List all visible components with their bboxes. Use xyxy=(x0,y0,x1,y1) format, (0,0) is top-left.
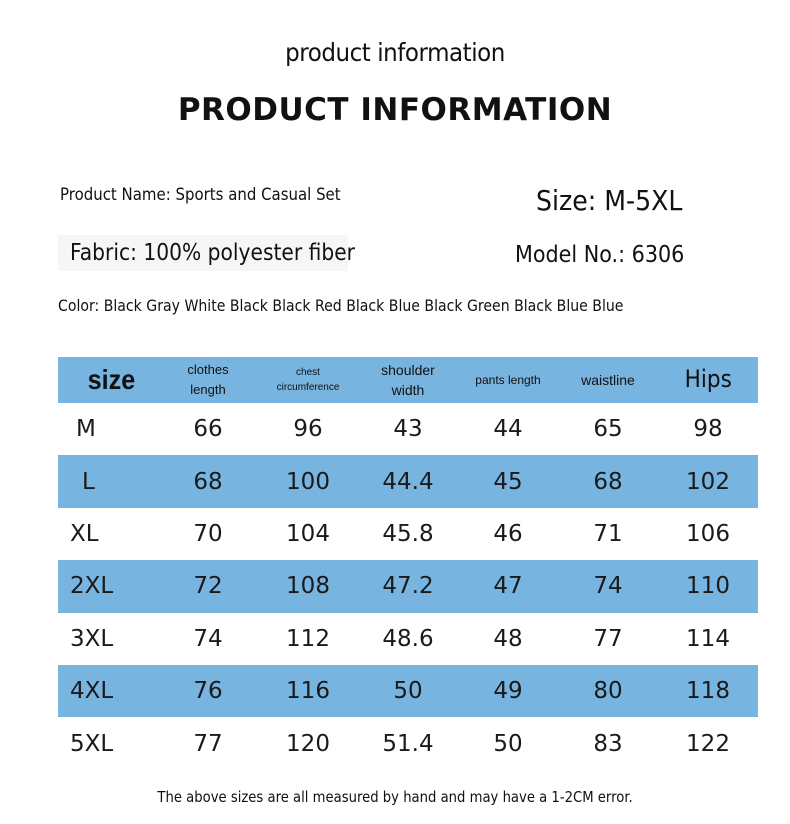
measurement-cell: 47.2 xyxy=(358,560,458,612)
measurement-cell: 70 xyxy=(193,520,223,547)
size-cell: L xyxy=(58,455,158,507)
measurement-cell: 104 xyxy=(286,520,330,547)
product-name: Product Name: Sports and Casual Set xyxy=(60,185,341,205)
page-title: PRODUCT INFORMATION xyxy=(177,92,613,128)
measurement-cell: 50 xyxy=(493,730,523,757)
measurement-cell: 116 xyxy=(258,665,358,717)
header-shoulder-width: shoulder width xyxy=(381,362,435,398)
header-clothes-length: clothes length xyxy=(187,362,229,397)
size-cell: XL xyxy=(70,520,99,547)
measurement-cell: 112 xyxy=(286,625,330,652)
size-chart-table xyxy=(58,357,758,770)
size-cell: M xyxy=(76,416,96,443)
measurement-cell: 118 xyxy=(658,665,758,717)
measurement-cell: 49 xyxy=(458,665,558,717)
header-pants-length: pants length xyxy=(475,373,541,387)
header-waistline: waistline xyxy=(581,372,635,388)
measurement-note: The above sizes are all measured by hand and may have a 1-2CM error. xyxy=(157,788,633,806)
measurement-cell: 122 xyxy=(686,730,730,757)
size-rows xyxy=(58,403,758,770)
measurement-cell: 50 xyxy=(358,665,458,717)
measurement-cell: 47 xyxy=(458,560,558,612)
measurement-cell: 65 xyxy=(593,416,623,443)
measurement-cell: 51.4 xyxy=(382,730,434,757)
measurement-cell: 98 xyxy=(693,416,723,443)
table-row xyxy=(58,665,758,717)
measurement-cell: 106 xyxy=(686,520,730,547)
measurement-cell: 74 xyxy=(558,560,658,612)
measurement-cell: 68 xyxy=(558,455,658,507)
measurement-cell: 71 xyxy=(593,520,623,547)
measurement-cell: 66 xyxy=(193,416,223,443)
header-size: size xyxy=(87,364,135,395)
table-header-row xyxy=(58,357,758,403)
measurement-cell: 46 xyxy=(493,520,523,547)
measurement-cell: 96 xyxy=(293,416,323,443)
header-chest-circumference: chest circumference xyxy=(276,367,340,393)
size-range: Size: M-5XL xyxy=(536,184,683,217)
measurement-cell: 68 xyxy=(158,455,258,507)
table-row xyxy=(58,613,758,665)
measurement-cell: 76 xyxy=(158,665,258,717)
measurement-cell: 100 xyxy=(258,455,358,507)
measurement-cell: 108 xyxy=(258,560,358,612)
measurement-cell: 110 xyxy=(658,560,758,612)
measurement-cell: 45 xyxy=(458,455,558,507)
measurement-cell: 77 xyxy=(593,625,623,652)
table-row xyxy=(58,717,758,769)
model-number: Model No.: 6306 xyxy=(515,242,685,268)
color-list: Color: Black Gray White Black Black Red Black Blue Black Green Black Blue Blue xyxy=(58,296,624,315)
measurement-cell: 114 xyxy=(686,625,730,652)
measurement-cell: 43 xyxy=(393,416,423,443)
size-cell: 2XL xyxy=(58,560,158,612)
measurement-cell: 48.6 xyxy=(382,625,434,652)
measurement-cell: 83 xyxy=(593,730,623,757)
measurement-cell: 77 xyxy=(193,730,223,757)
size-cell: 4XL xyxy=(58,665,158,717)
measurement-cell: 72 xyxy=(158,560,258,612)
measurement-cell: 102 xyxy=(658,455,758,507)
table-row xyxy=(58,508,758,560)
table-row xyxy=(58,455,758,507)
measurement-cell: 120 xyxy=(286,730,330,757)
measurement-cell: 80 xyxy=(558,665,658,717)
measurement-cell: 74 xyxy=(193,625,223,652)
size-cell: 3XL xyxy=(70,625,114,652)
measurement-cell: 48 xyxy=(493,625,523,652)
header-hips: Hips xyxy=(684,364,732,393)
table-row xyxy=(58,403,758,455)
table-row xyxy=(58,560,758,612)
measurement-cell: 44 xyxy=(493,416,523,443)
page-subtitle: product information xyxy=(285,38,505,67)
size-cell: 5XL xyxy=(70,730,114,757)
measurement-cell: 45.8 xyxy=(382,520,434,547)
fabric: Fabric: 100% polyester fiber xyxy=(70,240,356,266)
measurement-cell: 44.4 xyxy=(358,455,458,507)
